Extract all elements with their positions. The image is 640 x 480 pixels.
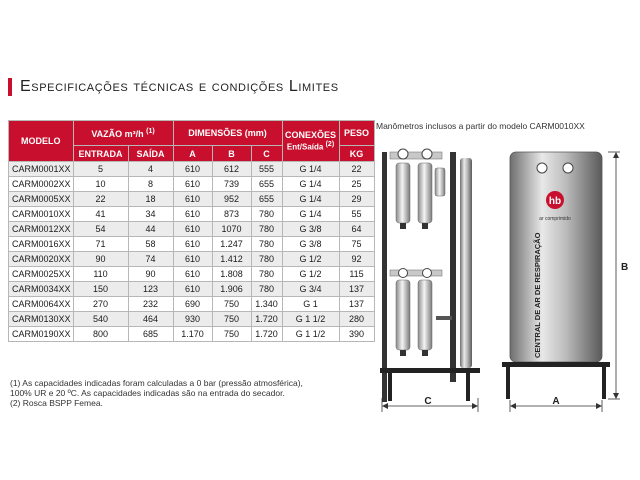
model-cell: CARM0012XX [9,222,74,237]
table-cell: 780 [251,282,282,297]
table-cell: 655 [251,192,282,207]
table-cell: 41 [73,207,128,222]
dimension-b-label: B [621,262,629,273]
table-cell: 64 [339,222,374,237]
table-cell: 90 [73,252,128,267]
header-kg: KG [339,146,374,162]
table-cell: 952 [212,192,251,207]
spec-table [8,120,375,342]
frame-post-right [450,152,456,382]
table-cell: 390 [339,327,374,342]
table-cell: 930 [173,312,212,327]
equipment-figure [370,130,630,420]
table-cell: 8 [128,177,173,192]
model-cell: CARM0130XX [9,312,74,327]
table-cell: 74 [128,252,173,267]
table-cell: 610 [173,252,212,267]
header-vazao-ref: (1) [146,127,155,135]
title-bar [8,78,339,96]
figure-caption: Manômetros inclusos a partir do modelo CARM0010XX [376,121,585,131]
gauge-icon [399,269,408,278]
title-accent [8,78,12,96]
table-cell: 750 [212,297,251,312]
table-row [9,267,375,282]
table-cell: 780 [251,267,282,282]
table-cell: 25 [339,177,374,192]
table-cell: 4 [128,162,173,177]
table-cell: 555 [251,162,282,177]
table-cell: 690 [173,297,212,312]
table-row [9,327,375,342]
note-2: 100% UR e 20 ºC. As capacidades indicadas são na entrada do secador. [10,388,285,398]
table-cell: 115 [339,267,374,282]
lower-filters [390,269,452,357]
table-cell: 750 [212,312,251,327]
header-entrada: ENTRADA [73,146,128,162]
gauge-icon [422,149,432,159]
brand-logo: hb [548,196,562,207]
table-cell: 780 [251,207,282,222]
header-saida: SAÍDA [128,146,173,162]
model-cell: CARM0064XX [9,297,74,312]
table-cell: G 3/4 [282,282,339,297]
table-cell: 780 [251,222,282,237]
header-conexoes-sub-text: Ent/Saída [286,142,324,152]
table-cell: 75 [339,237,374,252]
model-cell: CARM0001XX [9,162,74,177]
table-row [9,162,375,177]
table-cell: 1.808 [212,267,251,282]
table-cell: G 1 [282,297,339,312]
table-cell: 280 [339,312,374,327]
table-cell: G 1/4 [282,177,339,192]
model-cell: CARM0010XX [9,207,74,222]
model-cell: CARM0025XX [9,267,74,282]
left-base [380,368,480,373]
table-cell: 1.906 [212,282,251,297]
table-cell: 1.340 [251,297,282,312]
dimension-c-label: C [424,396,432,407]
left-leg-1 [388,373,392,401]
table-cell: 1.170 [173,327,212,342]
left-leg-2 [466,373,470,401]
table-cell: G 1/4 [282,162,339,177]
model-cell: CARM0016XX [9,237,74,252]
header-a: A [173,146,212,162]
table-cell: 150 [73,282,128,297]
table-cell: 110 [73,267,128,282]
header-conexoes-ref: (2) [325,140,335,148]
table-cell: 270 [73,297,128,312]
table-cell: 780 [251,237,282,252]
table-header-row [9,121,375,146]
table-cell: G 1/4 [282,207,339,222]
table-cell: 464 [128,312,173,327]
notes [10,378,355,408]
model-cell: CARM0002XX [9,177,74,192]
table-cell: 71 [73,237,128,252]
table-cell: 610 [173,192,212,207]
table-cell: 137 [339,297,374,312]
cabinet [502,152,610,399]
gauge-icon [423,269,432,278]
table-cell: 1070 [212,222,251,237]
brand-sub: ar comprimido [539,216,571,222]
table-cell: 10 [73,177,128,192]
table-cell: 610 [173,177,212,192]
header-modelo: MODELO [9,121,74,162]
gauge-icon [563,163,573,173]
note-3: (2) Rosca BSPP Femea. [10,398,103,408]
table-cell: G 1 1/2 [282,312,339,327]
header-conexoes-label: CONEXÕES [285,129,337,140]
table-cell: 800 [73,327,128,342]
gauge-icon [398,149,408,159]
model-cell: CARM0020XX [9,252,74,267]
vertical-tank [460,158,472,368]
frame-post-left [382,152,387,402]
table-cell: 5 [73,162,128,177]
table-cell: G 1/2 [282,267,339,282]
table-row [9,237,375,252]
table-row [9,297,375,312]
table-cell: 18 [128,192,173,207]
header-conexoes-sub [285,140,337,153]
table-cell: 1.720 [251,327,282,342]
table-cell: 540 [73,312,128,327]
table-cell: 610 [173,162,212,177]
header-c: C [251,146,282,162]
table-cell: 1.247 [212,237,251,252]
table-cell: 685 [128,327,173,342]
table-row [9,312,375,327]
table-cell: 58 [128,237,173,252]
table-cell: 610 [173,282,212,297]
table-cell: 22 [339,162,374,177]
table-row [9,222,375,237]
header-peso: PESO [339,121,374,146]
table-cell: 610 [173,222,212,237]
table-row [9,252,375,267]
table-cell: 34 [128,207,173,222]
table-row [9,192,375,207]
table-cell: 1.720 [251,312,282,327]
upper-filters [390,149,445,229]
table-cell: 780 [251,252,282,267]
note-1: (1) As capacidades indicadas foram calculadas a 0 bar (pressão atmosférica), [10,378,303,388]
left-assembly [380,149,480,402]
table-cell: G 3/8 [282,222,339,237]
cabinet-label: CENTRAL DE AR DE RESPIRAÇÃO [533,232,542,358]
table-row [9,177,375,192]
table-cell: 123 [128,282,173,297]
table-cell: 44 [128,222,173,237]
header-conexoes [282,121,339,162]
table-cell: 1.412 [212,252,251,267]
table-cell: 612 [212,162,251,177]
model-cell: CARM0005XX [9,192,74,207]
table-cell: 610 [173,267,212,282]
table-cell: 90 [128,267,173,282]
table-cell: 873 [212,207,251,222]
table-cell: 55 [339,207,374,222]
table-cell: 137 [339,282,374,297]
table-cell: G 1/2 [282,252,339,267]
cabinet-body [510,152,602,362]
table-cell: 610 [173,237,212,252]
table-cell: 750 [212,327,251,342]
gauge-icon [537,163,547,173]
table-row [9,282,375,297]
cabinet-leg-2 [602,367,606,399]
header-vazao [73,121,173,146]
table-cell: G 1/4 [282,192,339,207]
header-dimensoes: DIMENSÕES (mm) [173,121,282,146]
header-vazao-label: VAZÃO m³/h [91,128,144,139]
table-cell: 54 [73,222,128,237]
table-cell: 22 [73,192,128,207]
cabinet-base [502,362,610,367]
table-cell: 655 [251,177,282,192]
table-row [9,207,375,222]
dimension-a-label: A [552,396,560,407]
table-cell: G 1 1/2 [282,327,339,342]
model-cell: CARM0190XX [9,327,74,342]
page-title: Especificações técnicas e condições Limites [20,78,339,95]
header-b: B [212,146,251,162]
table-cell: 610 [173,207,212,222]
table-cell: G 3/8 [282,237,339,252]
table-cell: 92 [339,252,374,267]
table-cell: 29 [339,192,374,207]
cabinet-leg-1 [506,367,510,399]
table-cell: 739 [212,177,251,192]
table-cell: 232 [128,297,173,312]
model-cell: CARM0034XX [9,282,74,297]
